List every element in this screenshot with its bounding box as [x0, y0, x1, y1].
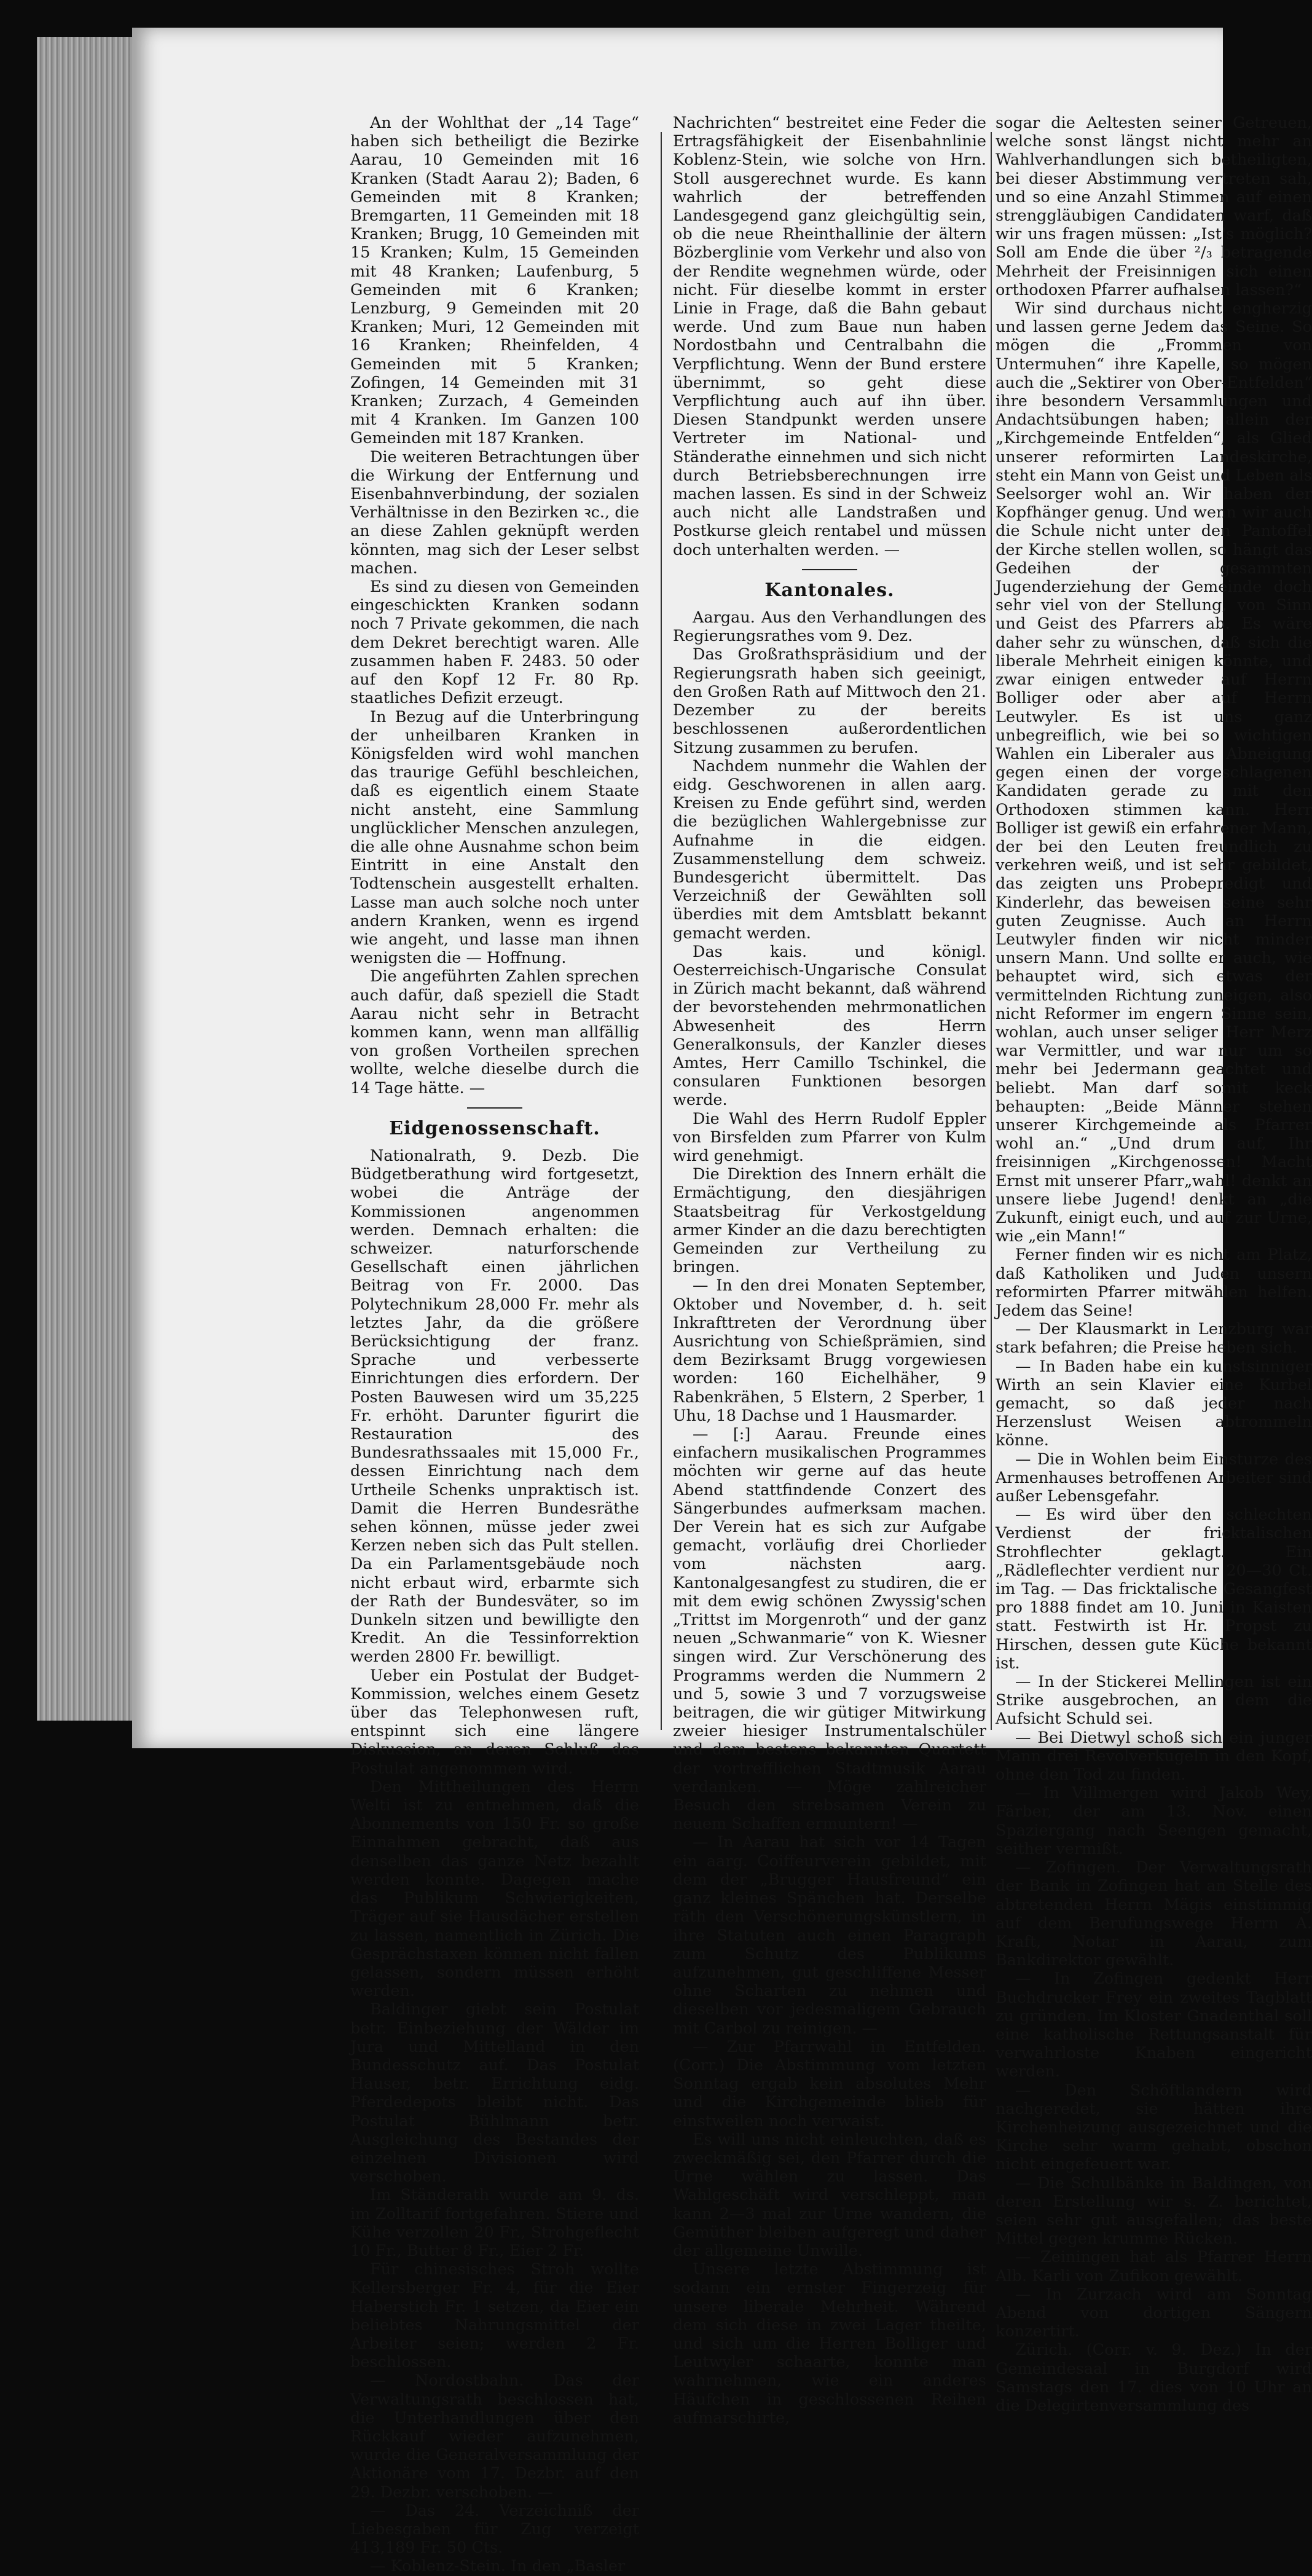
column-middle: [673, 114, 986, 2427]
paragraph: Es will uns nicht einleuchten, daß es zweckmäßig sei, den Pfarrer durch die Urne wählen zu lassen. Das Wahlgeschäft wird verschleppt, man kann 2—3 mal zur Urne wandern, die Gemüther bleiben aufgeregt und daher der allgemeine Unwille.: [673, 2130, 986, 2260]
paragraph: Ferner finden wir es nicht am Platz, daß Katholiken und Juden unsern reformirten Pfarrer mitwählen helfen. Jedem das Seine!: [996, 1246, 1312, 1320]
paragraph: — In Aarau hat sich vor 14 Tagen ein aarg. Coiffeurverein gebildet, mit dem der „Brugger Hausfreund“ ein ganz kleines Spänchen hat. Derselbe räth den Verschönerungskünstlern, in ihre Statuten auch einen Paragraph zum Schutz des Publikums aufzunehmen, gut geschliffene Messer ohne Scharten zu nehmen und dieselben vor jedesmaligem Gebrauch mit Carbol zu reinigen. —: [673, 1833, 986, 2038]
paragraph: In Bezug auf die Unterbringung der unheilbaren Kranken in Königsfelden wird wohl manchen das traurige Gefühl beschleichen, daß es eigentlich einem Staate nicht ansteht, eine Sammlung unglücklicher Menschen anzulegen, die alle ohne Ausnahme schon beim Eintritt in eine Anstalt den Todtenschein ausgestellt erhalten. Lasse man auch solche noch unter andern Kranken, wenn es irgend wie angeht, und lasse man ihnen wenigsten die — Hoffnung.: [350, 707, 639, 968]
paragraph: An der Wohlthat der „14 Tage“ haben sich betheiligt die Bezirke Aarau, 10 Gemeinden mit 16 Kranken (Stadt Aarau 2); Baden, 6 Gemeinden mit 8 Kranken; Bremgarten, 11 Gemeinden mit 18 Kranken; Brugg, 10 Gemeinden mit 15 Kranken; Kulm, 15 Gemeinden mit 48 Kranken; Laufenburg, 5 Gemeinden mit 6 Kranken; Lenzburg, 9 Gemeinden mit 20 Kranken; Muri, 12 Gemeinden mit 16 Kranken; Rheinfelden, 4 Gemeinden mit 5 Kranken; Zofingen, 14 Gemeinden mit 31 Kranken; Zurzach, 4 Gemeinden mit 4 Kranken. Im Ganzen 100 Gemeinden mit 187 Kranken.: [350, 114, 639, 448]
paragraph: — In Baden habe ein kunstsinniger Wirth an sein Klavier eine Kurbel gemacht, so daß jeder nach Herzenslust Weisen abtrommeln könne.: [996, 1357, 1312, 1450]
paragraph: — Die Schulbänke in Baldingen, von deren Erstellung wir s. Z. berichtet, seien sehr gut ausgefallen; das beste Mittel gegen krumme Rücken.: [996, 2174, 1312, 2248]
paragraph: Die Wahl des Herrn Rudolf Eppler von Birsfelden zum Pfarrer von Kulm wird genehmigt.: [673, 1109, 986, 1165]
paragraph: — In Zurzach wird am Sonntag Abend von dortigen Sängern konzertirt.: [996, 2285, 1312, 2341]
paragraph: — [:] Aarau. Freunde eines einfachern musikalischen Programmes möchten wir gerne auf das heute Abend stattfindende Conzert des Sängerbundes aufmerksam machen. Der Verein hat es sich zur Aufgabe gemacht, vorläufig drei Chorlieder vom nächsten aarg. Kantonalgesangfest zu studiren, die er mit dem ewig schönen Zwyssig'schen „Trittst im Morgenroth“ und der ganz neuen „Schwanmarie“ von K. Wiesner singen wird. Zur Verschönerung des Programms werden die Nummern 2 und 5, sowie 3 und 7 vorzugsweise beitragen, die wir gütiger Mitwirkung zweier hiesiger Instrumentalschüler und dem bestens bekannten Quartett der vortrefflichen Stadtmusik Aarau verdanken. — Möge zahlreicher Besuch den strebsamen Verein zu neuem Schaffen ermuntern! —: [673, 1425, 986, 1834]
paragraph: — Bei Dietwyl schoß sich ein junger Mann drei Revolverkugeln in den Kopf, ohne den Tod zu finden.: [996, 1728, 1312, 1785]
paragraph: Nachdem nunmehr die Wahlen der eidg. Geschworenen in allen aarg. Kreisen zu Ende geführt sind, werden die bezüglichen Wahlergebnisse zur Aufnahme in die eidgen. Zusammenstellung dem schweiz. Bundesgericht übermittelt. Das Verzeichniß der Gewählten soll überdies mit dem Amtsblatt bekannt gemacht werden.: [673, 756, 986, 943]
paragraph: — Die in Wohlen beim Einsturze des Armenhauses betroffenen Arbeiter sind außer Lebensgefahr.: [996, 1450, 1312, 1506]
paragraph: Nationalrath, 9. Dezb. Die Büdgetberathung wird fortgesetzt, wobei die Anträge der Kommissionen angenommen werden. Demnach erhalten: die schweizer. naturforschende Gesellschaft einen jährlichen Beitrag von Fr. 2000. Das Polytechnikum 28,000 Fr. mehr als letztes Jahr, da die größere Berücksichtigung der franz. Sprache und verbesserte Einrichtungen dies erfordern. Der Posten Bauwesen wird um 35,225 Fr. erhöht. Darunter figurirt die Restauration des Bundesrathssaales mit 15,000 Fr., dessen Einrichtung nach dem Urtheile Schenks unpraktisch ist. Damit die Herren Bundesräthe sehen können, müsse jeder zwei Kerzen neben sich das Pult stellen. Da ein Parlamentsgebäude noch nicht erbaut wird, erbarmte sich der Rath der Bundesväter, so im Dunkeln sitzen und bewilligte den Kredit. An die Tessinforrektion werden 2800 Fr. bewilligt.: [350, 1146, 639, 1667]
paragraph: Unsere letzte Abstimmung ist sodann ein ernster Fingerzeig für unsere liberale Mehrheit. Während dem sich diese in zwei Lager theilte, und sich um die Herren Bolliger und Leutwyler schaarte, konnte man wahrnehmen, wie ein anderes Häufchen in geschlossenen Reihen aufmarschirte,: [673, 2260, 986, 2427]
paragraph: Im Ständerath wurde am 9. ds. im Zolltarif fortgefahren. Stiere und Kühe verzollen 20 Fr., Strohgeflecht 10 Fr., Butter 8 Fr., Eier 2 Fr.: [350, 2186, 639, 2260]
section-heading-eidgenossenschaft: Eidgenossenschaft.: [389, 1117, 600, 1139]
paragraph: — In Villmergen wird Jakob Wey, Färber, der am 13. Nov. einen Spaziergang nach Seengen gemacht, seither vermißt.: [996, 1784, 1312, 1858]
paragraph: — Zur Pfarrwahl in Entfelden. (Corr.) Die Abstimmung vom letzten Sonntag ergab kein absolutes Mehr und die Kirchgemeinde blieb für einstweilen noch verwaist.: [673, 2037, 986, 2130]
column-left: [350, 114, 639, 2576]
paragraph: — Es wird über den schlechten Verdienst der fricktalischen Strohflechter geklagt. Ein „Rädleflechter verdient nur 20—30 Ct. im Tag. — Das fricktalische Gesangfest pro 1888 findet am 10. Juni in Kaisten statt. Festwirth ist Hr. Propst zu Hirschen, dessen gute Küche bekannt ist.: [996, 1506, 1312, 1673]
paragraph: Die weiteren Betrachtungen über die Wirkung der Entfernung und Eisenbahnverbindung, der sozialen Verhältnisse in den Bezirken ꝛc., die an diese Zahlen geknüpft werden könnten, mag sich der Leser selbst machen.: [350, 447, 639, 578]
paragraph: — In den drei Monaten September, Oktober und November, d. h. seit Inkrafttreten der Verordnung über Ausrichtung von Schießprämien, sind dem Bezirksamt Brugg vorgewiesen worden: 160 Eichelhäher, 9 Rabenkrähen, 5 Elstern, 2 Sperber, 1 Uhu, 18 Dachse und 1 Hausmarder.: [673, 1276, 986, 1425]
section-separator: [467, 1107, 522, 1109]
paragraph: Aargau. Aus den Verhandlungen des Regierungsrathes vom 9. Dez.: [673, 608, 986, 646]
paragraph: Die angeführten Zahlen sprechen auch dafür, daß speziell die Stadt Aarau nicht sehr in Betracht kommen kann, wenn man allfällig von großen Vortheilen sprechen wollte, welche dieselbe durch die 14 Tage hätte. —: [350, 967, 639, 1098]
paragraph: Den Mittheilungen des Herrn Welti ist zu entnehmen, daß die Abonnements von 150 Fr. so große Einnahmen gebracht, daß aus denselben das ganze Netz bezahlt werden konnte. Dagegen mache das Publikum Schwierigkeiten, Träger auf sie Hausdächer erstellen zu lassen, namentlich in Zürich. Die Gesprächstaxen können nicht fallen gelassen, sondern müssen erhöht werden.: [350, 1777, 639, 2001]
paragraph: Die Direktion des Innern erhält die Ermächtigung, den diesjährigen Staatsbeitrag für Verkostgeldung armer Kinder an die dazu berechtigten Gemeinden zur Vertheilung zu bringen.: [673, 1165, 986, 1277]
column-right: [996, 114, 1312, 2415]
paragraph: — Zeiningen hat als Pfarrer Herrn Alb. Karli von Zufikon gewählt.: [996, 2248, 1312, 2285]
section-separator: [802, 569, 857, 570]
column-rule-left: [661, 132, 662, 1730]
paragraph: Zürich. (Corr. v. 9. Dez.) In der Gemeindesaal in Burgdorf wird Samstags den 17. dies von 10 Uhr an die Delegirtenversammlung des: [996, 2341, 1312, 2415]
paragraph: Nachrichten“ bestreitet eine Feder die Ertragsfähigkeit der Eisenbahnlinie Koblenz-Stein, wie solche von Hrn. Stoll ausgerechnet wurde. Es kann wahrlich der betreffenden Landesgegend ganz gleichgültig sein, ob die neue Rheinthallinie der ältern Bözberglinie vom Verkehr und also von der Rendite wegnehmen würde, oder nicht. Für dieselbe kommt in erster Linie in Frage, daß die Bahn gebaut werde. Und zum Baue nun haben Nordostbahn und Centralbahn die Verpflichtung. Wenn der Bund erstere übernimmt, so geht diese Verpflichtung auch auf ihn über. Diesen Standpunkt werden unsere Vertreter im National- und Ständerathe einnehmen und sich nicht durch Betriebsberechnungen irre machen lassen. Es sind in der Schweiz auch nicht alle Landstraßen und Postkurse gleich rentabel und müssen doch unterhalten werden. —: [673, 114, 986, 559]
book-page-edges: [37, 37, 136, 1721]
section-heading-kantonales: Kantonales.: [764, 579, 895, 601]
paragraph: — Nordostbahn. Das der Verwaltungsrath beschlossen hat, die Unterhandlungen über den Rückkauf wieder aufzunehmen, wurde die Generalversammlung der Aktionäre vom 17. Dezbr. auf den 29. Dezbr. verschoben. —: [350, 2371, 639, 2502]
paragraph: — Das 24. Verzeichniß der Liebesgaben für Zug verzeigt 413,189 Fr. 50 Cts.: [350, 2501, 639, 2558]
paragraph: — Den Schöftlandern wird nachgeredet, sie hätten ihre Kirchenheizung ausgezeichnet und die Kirche sehr warm gehabt, obschon nicht eingefeuert war.: [996, 2081, 1312, 2174]
paragraph: Das Großrathspräsidium und der Regierungsrath haben sich geeinigt, den Großen Rath auf Mittwoch den 21. Dezember zu der bereits beschlossenen außerordentlichen Sitzung zusammen zu berufen.: [673, 645, 986, 757]
paragraph: Das kais. und königl. Oesterreichisch-Ungarische Consulat in Zürich macht bekannt, daß während der bevorstehenden mehrmonatlichen Abwesenheit des Herrn Generalkonsuls, der Kanzler dieses Amtes, Herr Camillo Tschinkel, die consularen Funktionen besorgen werde.: [673, 942, 986, 1110]
paragraph: Ueber ein Postulat der Budget-Kommission, welches einem Gesetz über das Telephonwesen ruft, entspinnt sich eine längere Diskussion, an deren Schluß das Postulat angenommen wird.: [350, 1666, 639, 1778]
paragraph: — Zofingen. Der Verwaltungsrath der Bank in Zofingen hat an Stelle des abtretenden Herrn Mägis einstimmig auf dem Berufungswege Herrn A. Kraft, Notar in Aarau, zum Bankdirektor gewählt.: [996, 1858, 1312, 1970]
paragraph: — In der Stickerei Mellingen ist ein Strike ausgebrochen, an dem die Aufsicht Schuld sei.: [996, 1673, 1312, 1729]
paragraph: Baldinger giebt sein Postulat betr. Einbeziehung der Wälder im Jura und Mittelland in den Bundesschutz auf. Das Postulat Hauser, betr. Errichtung eidg. Pferdedepots bleibt nicht. Das Postulat Bühlmann betr. Ausgleichung des Bestandes der einzelnen Divisionen wird verschoben.: [350, 2000, 639, 2186]
newspaper-page: [132, 28, 1312, 2576]
paragraph: Für chinesisches Stroh wollte Kellersberger Fr. 4, für die Eier Haberstich Fr. 1 setzen, da Eier ein beliebtes Nahrungsmittel der Arbeiter seien; werden 2 Fr. beschlossen.: [350, 2260, 639, 2372]
paragraph: — Der Klausmarkt in Lenzburg war stark befahren; die Preise heben sich.: [996, 1320, 1312, 1357]
column-rule-right: [991, 132, 992, 1730]
paragraph: sogar die Aeltesten seiner Getreuen, welche sonst längst nicht mehr an Wahlverhandlungen sich betheiligten, bei dieser Abstimmung vertreten sah, und so eine Anzahl Stimmen auf einen strenggläubigen Candidaten warf, daß wir uns fragen müssen: „Ist's möglich? Soll am Ende die über ²/₃ betragende Mehrheit der Freisinnigen sich einen orthodoxen Pfarrer aufhalsen lassen?“: [996, 114, 1312, 299]
paragraph: Wir sind durchaus nicht engherzig und lassen gerne Jedem das Seine. So mögen die „Frommen von Untermuhen“ ihre Kapelle, so mögen auch die „Sektirer von Ober-Entfelden“ ihre besondern Versammlungen und Andachtsübungen haben; allein der „Kirchgemeinde Entfelden“, als Glied unserer reformirten Landeskirche, steht ein Mann von Geist und Leben als Seelsorger wohl an. Wir haben der Kopfhänger genug. Und wenn wir auch die Schule nicht unter den Pantoffel der Kirche stellen wollen, so hängt das Gedeihen der gesammten Jugenderziehung der Gemeinde doch sehr viel von der Stellung, von Sinn und Geist des Pfarrers ab. Es wäre daher sehr zu wünschen, daß sich die liberale Mehrheit einigen könnte, und zwar einigen entweder auf Herrn Bolliger oder aber auf Herrn Leutwyler. Es ist uns ganz unbegreiflich, wie bei so wichtigen Wahlen ein Liberaler aus Abneigung gegen einen der vorgeschlagenen Kandidaten gerade zu mit den Orthodoxen stimmen kann. Herr Bolliger ist gewiß ein erfahrener Mann, der bei den Leuten freundlich zu verkehren weiß, und ist sehr gebildet, das zeigten uns Probepredigt und Kinderlehr, das beweisen seine sehr guten Zeugnisse. Auch an Herrn Leutwyler finden wir nicht minder unsern Mann. Und sollte er auch, wie behauptet wird, sich etwas der vermittelnden Richtung zuneigen, also nicht Reformer im engern Sinne sein, wohlan, auch unser seliger Herr Merz war Vermittler, und war nur um so mehr bei Jedermann geachtet und beliebt. Man darf somit keck behaupten: „Beide Männer stehen unserer Kirchgemeinde als Pfarrer wohl an.“ „Und drum auf, Ihr freisinnigen „Kirchgenossen! Macht Ernst mit unserer Pfarr„wahl! denkt an unsere liebe Jugend! denkt an „die Zukunft, einigt euch, und auf zur Urne, wie „ein Mann!“: [996, 299, 1312, 1246]
paragraph: — Koblenz-Stein. In den „Basler: [370, 2557, 626, 2576]
paragraph: — In Zofingen gedenkt Herr Buchdrucker Frey ein zweites Tagblatt zu gründen. Im Kloster Gnadenthal soll eine katholische Rettungsanstalt für verwahrloste Knaben eingericht werden.: [996, 1969, 1312, 2081]
paragraph: Es sind zu diesen von Gemeinden eingeschickten Kranken sodann noch 7 Private gekommen, die nach dem Dekret berechtigt waren. Alle zusammen haben F. 2483. 50 oder auf den Kopf 12 Fr. 80 Rp. staatliches Defizit erzeugt.: [350, 578, 639, 708]
